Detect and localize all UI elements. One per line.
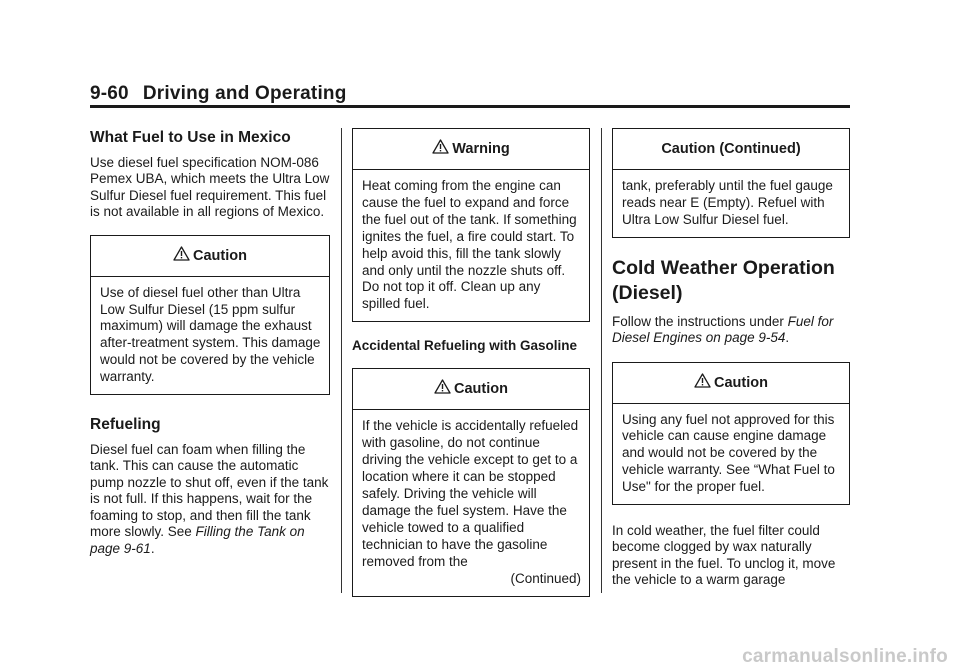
paragraph-fuel-mexico: Use diesel fuel specification NOM-086 Pemex UBA, which meets the Ultra Low Sulfur Diesel fuel requirement. This fuel is not available in all regions of Mexico. bbox=[90, 155, 330, 220]
caution-body bbox=[91, 277, 329, 394]
paragraph-cold-filter: In cold weather, the fuel filter could become clogged by wax naturally present in the fuel. To unclog it, move the vehicle to a warm garage bbox=[612, 523, 836, 588]
page-header bbox=[90, 83, 850, 105]
warning-text: Heat coming from the engine can cause the fuel to expand and force the fuel out of the tank. If something ignites the fuel, a fire could start. To help avoid this, fill the tank slowly and only until the nozzle shuts off. Do not top it off. Clean up any spilled fuel. bbox=[362, 178, 577, 312]
page-number: 9-60 bbox=[90, 83, 129, 104]
warning-body bbox=[353, 170, 589, 321]
caution-text: Use of diesel fuel other than Ultra Low Sulfur Diesel (15 ppm sulfur maximum) will damage the exhaust after-treatment system. This damage would not be covered by the vehicle warranty. bbox=[100, 284, 321, 385]
header-title bbox=[90, 83, 850, 105]
refueling-text: Diesel fuel can foam when filling the tank. This can cause the automatic pump nozzle to shut off, even if the tank is not full. If this happens, wait for the foaming to stop, and then fill the tank more slowly. See bbox=[90, 442, 329, 540]
continued-label: (Continued) bbox=[510, 571, 581, 587]
warning-triangle-icon bbox=[694, 364, 711, 404]
heading-cold-weather: Cold Weather Operation (Diesel) bbox=[612, 256, 835, 304]
caution-continued-header bbox=[613, 129, 849, 170]
caution-body bbox=[353, 410, 589, 596]
caution-body bbox=[613, 404, 849, 505]
watermark: carmanualsonline.info bbox=[742, 646, 948, 667]
caution-title: Caution bbox=[454, 381, 508, 398]
column-divider-2 bbox=[601, 128, 602, 593]
caution-title: Caution bbox=[193, 247, 247, 264]
warning-title: Warning bbox=[452, 141, 510, 157]
refueling-end: . bbox=[150, 540, 155, 556]
warning-triangle-icon bbox=[432, 130, 449, 170]
caution-box-mexico bbox=[90, 235, 330, 395]
subheading-accidental-refueling: Accidental Refueling with Gasoline bbox=[352, 338, 578, 354]
warning-box bbox=[352, 128, 590, 322]
heading-fuel-mexico: What Fuel to Use in Mexico bbox=[90, 129, 291, 146]
link-filling-tank[interactable]: Filling the Tank on page 9-61 bbox=[90, 524, 305, 556]
paragraph-cold-weather bbox=[612, 314, 850, 347]
caution-continued-text: tank, preferably until the fuel gauge reads near E (Empty). Refuel with Ultra Low Sulfur Diesel fuel. bbox=[622, 178, 833, 227]
caution-header bbox=[353, 369, 589, 410]
cold-weather-text: Follow the instructions under bbox=[612, 313, 788, 329]
warning-triangle-icon bbox=[173, 237, 190, 277]
caution-continued-title: Caution (Continued) bbox=[661, 141, 801, 157]
paragraph-refueling bbox=[90, 442, 330, 557]
caution-text: Using any fuel not approved for this vehicle can cause engine damage and would not be covered by the vehicle warranty. See “What Fuel to Use" for the proper fuel. bbox=[622, 411, 835, 495]
warning-triangle-icon bbox=[434, 370, 451, 410]
caution-continued-box bbox=[612, 128, 850, 238]
caution-box-gasoline bbox=[352, 368, 590, 597]
caution-header bbox=[613, 363, 849, 404]
column-divider-1 bbox=[341, 128, 342, 593]
caution-title: Caution bbox=[714, 374, 768, 391]
caution-continued-body bbox=[613, 170, 849, 237]
section-title: Driving and Operating bbox=[142, 83, 347, 104]
column-3 bbox=[612, 128, 850, 589]
column-1 bbox=[90, 128, 330, 557]
heading-refueling: Refueling bbox=[90, 416, 161, 434]
caution-text: If the vehicle is accidentally refueled with gasoline, do not continue driving the vehicle except to get to a location where it can be stopped safely. Driving the vehicle will damage the fuel system. Have the vehicle towed to a qualified technician to have the gasoline removed from the bbox=[362, 418, 579, 569]
header-rule bbox=[90, 105, 850, 108]
caution-box-fuel bbox=[612, 362, 850, 506]
cold-weather-end: . bbox=[785, 330, 790, 346]
column-2 bbox=[352, 128, 590, 597]
warning-header bbox=[353, 129, 589, 170]
caution-header bbox=[91, 236, 329, 277]
link-fuel-diesel[interactable]: Fuel for Diesel Engines on page 9-54 bbox=[612, 313, 834, 346]
